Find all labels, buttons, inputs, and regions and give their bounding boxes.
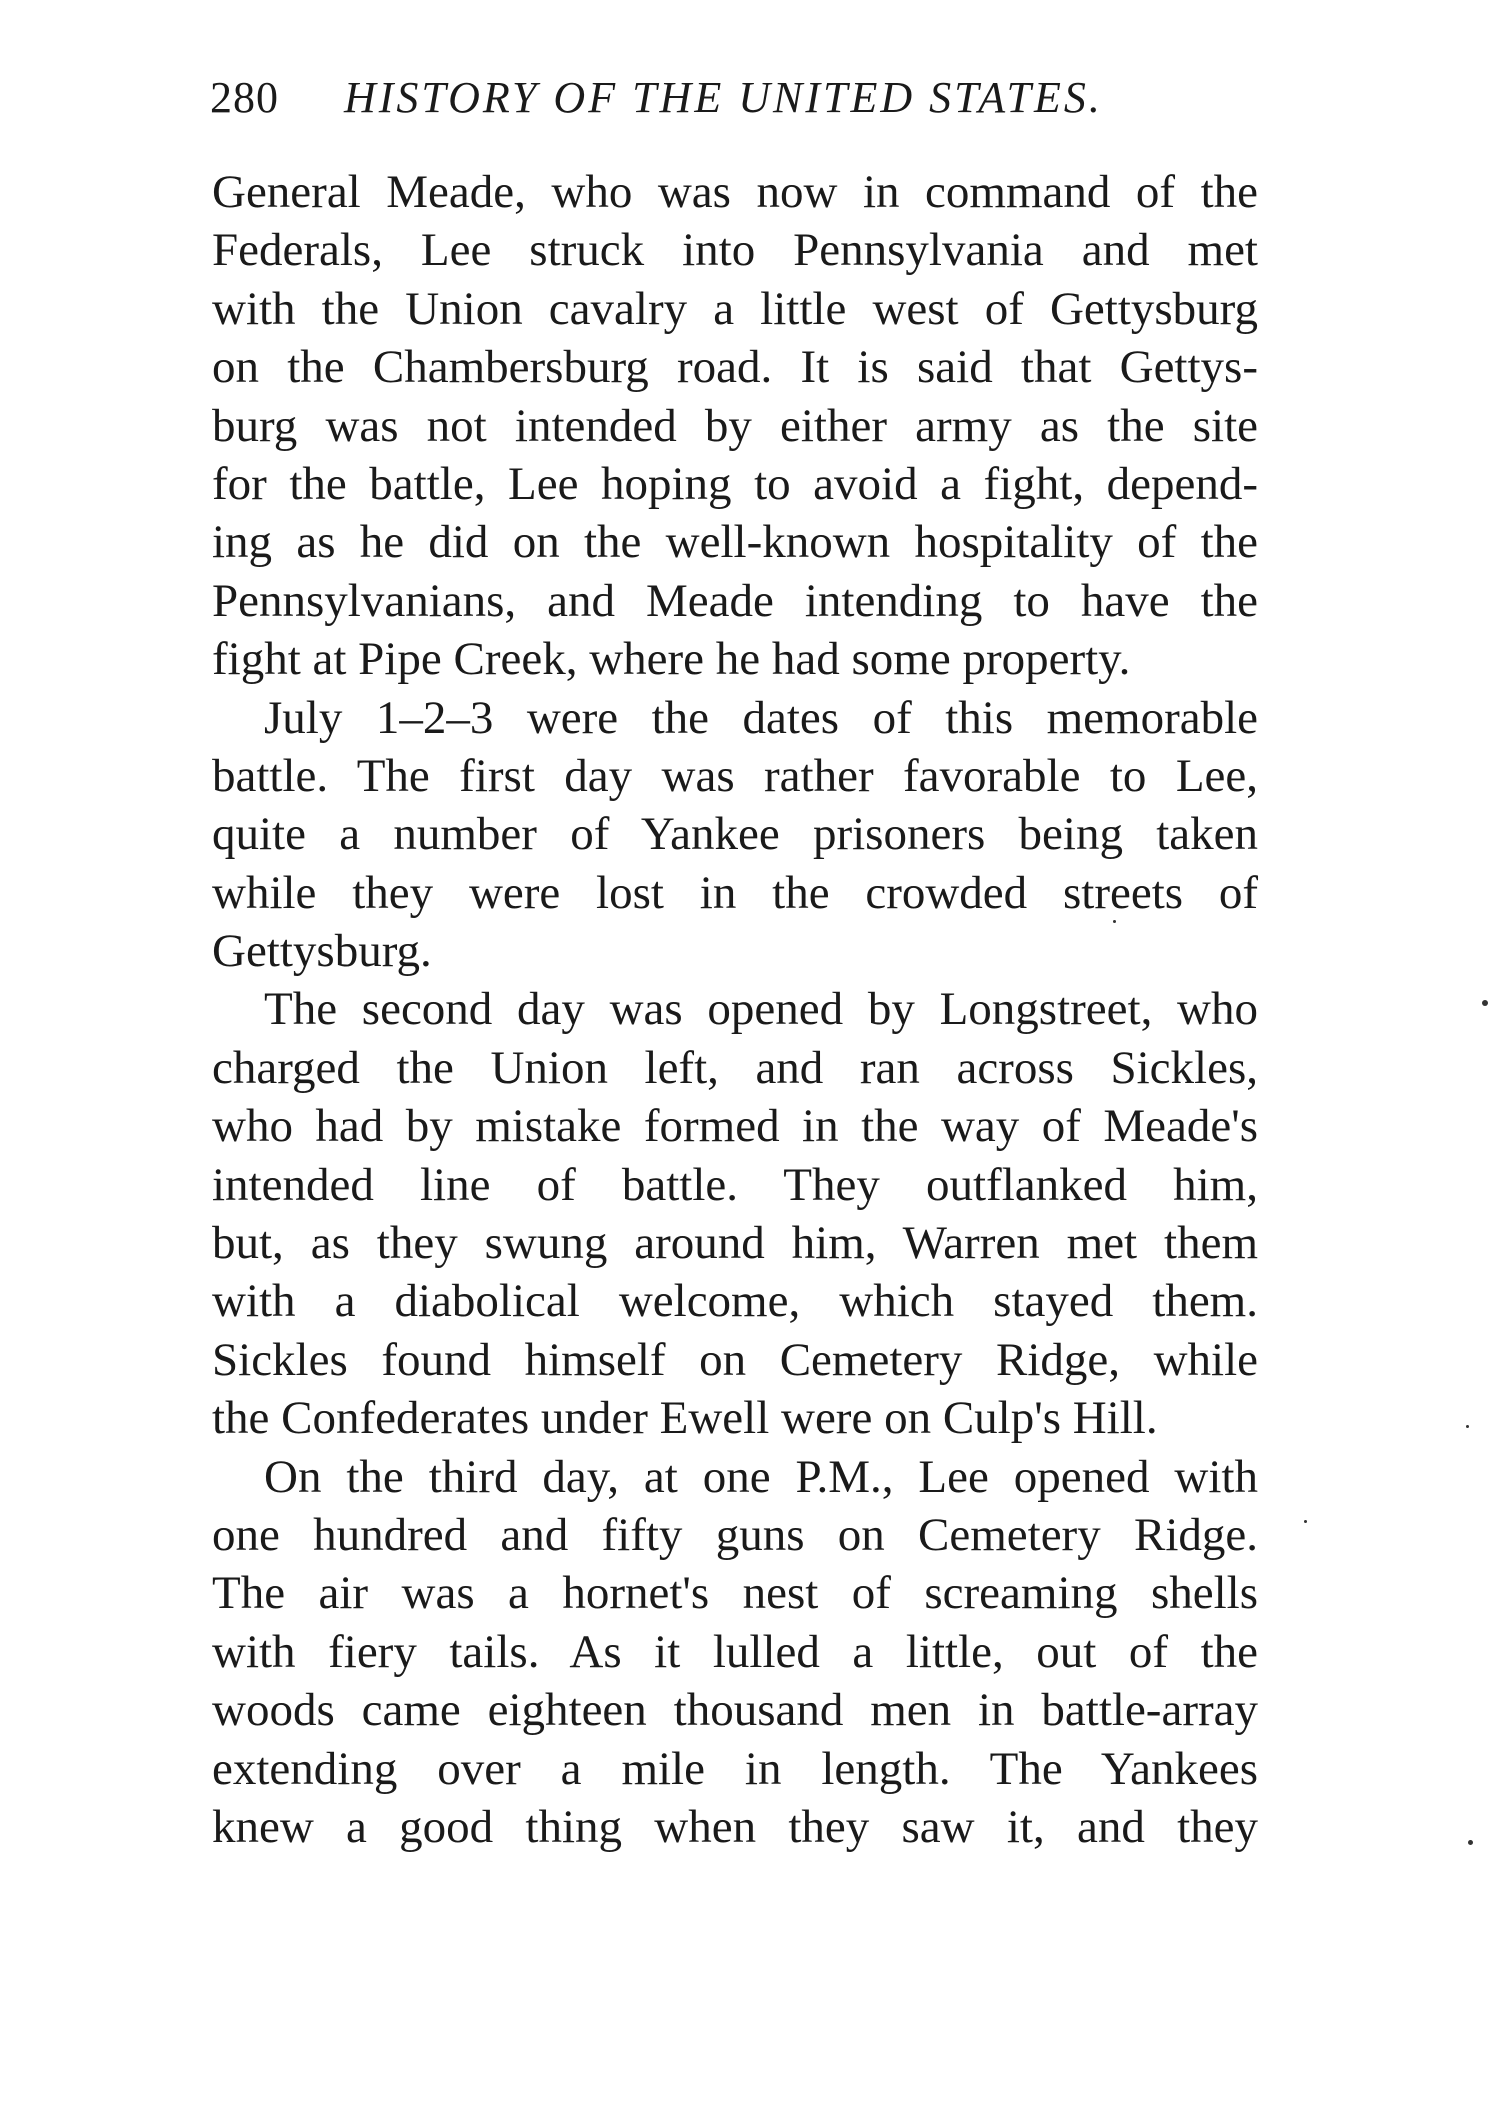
paragraph xyxy=(212,689,1258,981)
text-line: fight at Pipe Creek, where he had some property. xyxy=(212,633,1131,686)
paragraph xyxy=(212,1448,1258,1857)
text-line: Sickles found himself on Cemetery Ridge, while xyxy=(212,1333,1258,1386)
text-line: Gettysburg. xyxy=(212,925,432,978)
text-line: with fiery tails. As it lulled a little, out of the xyxy=(212,1625,1258,1678)
text-line: The air was a hornet's nest of screaming shells xyxy=(212,1567,1258,1620)
scan-speck xyxy=(1113,920,1116,923)
page-number: 280 xyxy=(210,73,279,122)
text-line: but, as they swung around him, Warren met them xyxy=(212,1217,1258,1270)
text-line: on the Chambersburg road. It is said that Gettys- xyxy=(212,341,1258,394)
text-line: with a diabolical welcome, which stayed them. xyxy=(212,1275,1258,1328)
paragraph xyxy=(212,163,1258,689)
text-line: while they were lost in the crowded streets of xyxy=(212,866,1258,919)
text-line: General Meade, who was now in command of the xyxy=(212,166,1258,218)
text-line: woods came eighteen thousand men in battle-array xyxy=(212,1684,1258,1737)
text-line: charged the Union left, and ran across Sickles, xyxy=(212,1041,1258,1094)
scan-speck xyxy=(1304,1520,1307,1523)
text-line: burg was not intended by either army as the site xyxy=(212,399,1258,452)
scan-speck xyxy=(1466,1425,1469,1428)
text-line: intended line of battle. They outflanked him, xyxy=(212,1158,1258,1211)
text-line: extending over a mile in length. The Yankees xyxy=(212,1742,1258,1795)
text-line: for the battle, Lee hoping to avoid a fight, depend- xyxy=(212,457,1258,510)
page-header xyxy=(210,68,1260,128)
text-line: quite a number of Yankee prisoners being taken xyxy=(212,808,1258,861)
running-title: HISTORY OF THE UNITED STATES. xyxy=(344,73,1103,122)
scan-speck xyxy=(1482,1000,1488,1006)
text-line: one hundred and fifty guns on Cemetery Ridge. xyxy=(212,1508,1258,1561)
text-line: Federals, Lee struck into Pennsylvania and met xyxy=(212,224,1258,277)
text-line: ing as he did on the well-known hospitality of the xyxy=(212,516,1258,569)
text-line: knew a good thing when they saw it, and they xyxy=(212,1800,1258,1853)
scan-speck xyxy=(1468,1840,1473,1845)
text-line: the Confederates under Ewell were on Culp's Hill. xyxy=(212,1392,1158,1445)
paragraph xyxy=(212,980,1258,1447)
text-line: battle. The first day was rather favorable to Lee, xyxy=(212,749,1258,802)
text-line: Pennsylvanians, and Meade intending to have the xyxy=(212,574,1258,627)
body-text xyxy=(212,163,1258,1856)
text-line: with the Union cavalry a little west of Gettysburg xyxy=(212,282,1258,335)
text-line: The second day was opened by Longstreet, who xyxy=(264,983,1258,1036)
text-line: who had by mistake formed in the way of Meade's xyxy=(212,1100,1258,1153)
text-line: July 1–2–3 were the dates of this memorable xyxy=(264,691,1258,744)
text-line: On the third day, at one P.M., Lee opened with xyxy=(264,1450,1258,1503)
